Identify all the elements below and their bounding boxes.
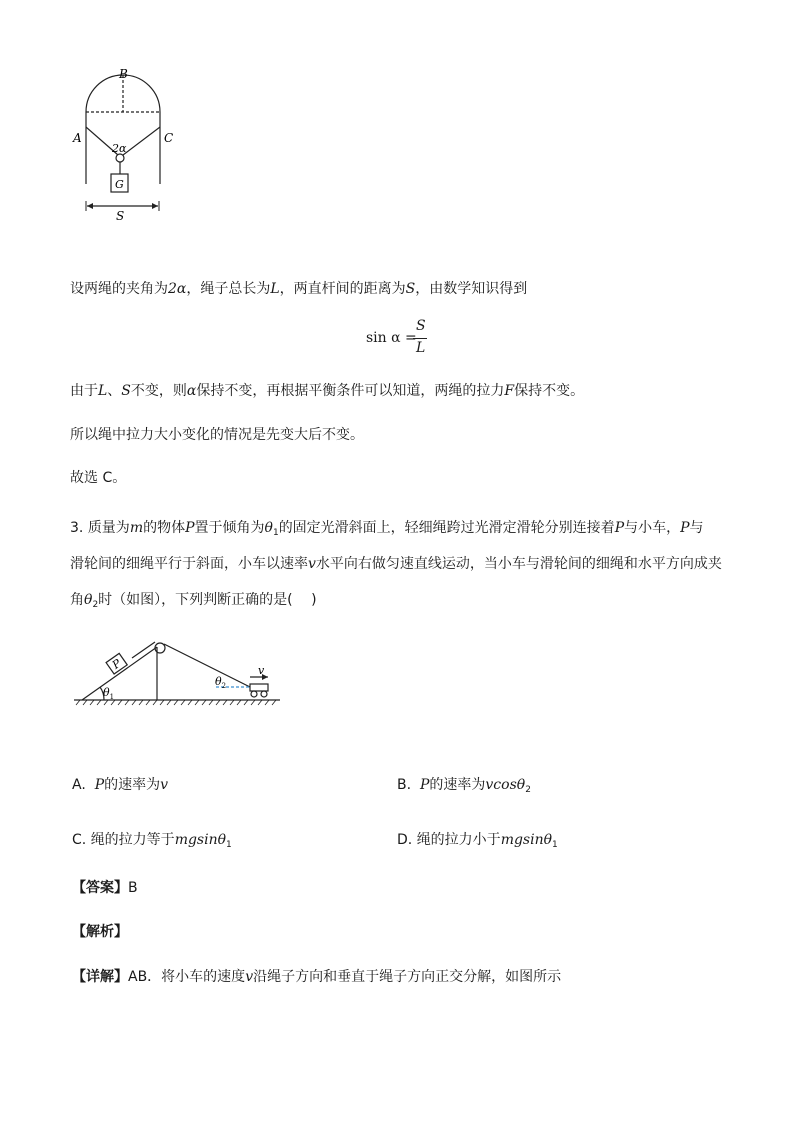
answer-value: B (128, 880, 138, 896)
option-A[interactable]: A. P的速率为v (72, 777, 169, 793)
label-P: P (109, 656, 124, 672)
formula-lhs: sin α = (366, 330, 417, 346)
label-theta2: $\theta_2$ (215, 675, 227, 690)
option-B[interactable]: B. P的速率为vcosθ$_2$ (397, 777, 531, 795)
formula-numerator: S (416, 318, 426, 334)
cart-wheel-left (251, 691, 257, 697)
paragraph-setup: 设两绳的夹角为2α，绳子总长为L，两直杆间的距离为S，由数学知识得到 (70, 281, 528, 297)
arrow-right-head (152, 203, 158, 209)
rope-to-cart (164, 644, 250, 687)
answer-line (72, 877, 138, 897)
label-C: C (164, 131, 174, 145)
paragraph-conclusion: 所以绳中拉力大小变化的情况是先变大后不变。 (70, 427, 364, 443)
label-G: G (115, 178, 124, 191)
rope-to-block (132, 642, 155, 658)
option-D[interactable]: D. 绳的拉力小于mgsinθ$_1$ (397, 832, 558, 850)
label-v: v (258, 664, 265, 677)
question-3-line-3: 角$\theta_2$时（如图），下列判断正确的是( ) (70, 592, 317, 610)
cart-body (250, 684, 268, 691)
fraction-bar (413, 338, 427, 339)
label-angle: 2α (112, 142, 127, 155)
question-3-line-2: 滑轮间的细绳平行于斜面，小车以速率v水平向右做匀速直线运动，当小车与滑轮间的细绳和水平方向成夹 (70, 556, 722, 572)
question-3-line-1: 3. 质量为m的物体P置于倾角为$\theta_1$的固定光滑斜面上，轻细绳跨过光滑定滑轮分别连接着P与小车，P与 (70, 520, 704, 538)
paragraph-reasoning: 由于L、S不变，则α保持不变，再根据平衡条件可以知道，两绳的拉力F保持不变。 (70, 383, 585, 399)
arrow-left-head (87, 203, 93, 209)
paragraph-choice: 故选 C。 (70, 470, 127, 486)
formula-denominator: L (416, 340, 426, 356)
option-C[interactable]: C. 绳的拉力等于mgsinθ$_1$ (72, 832, 232, 850)
analysis-tag: 【解析】 (72, 924, 128, 940)
detail-tag: 【详解】 (72, 969, 128, 985)
label-A: A (73, 131, 82, 145)
figure-incline-cart (70, 630, 290, 715)
ground-hatching (76, 700, 276, 705)
answer-tag: 【答案】 (72, 880, 128, 896)
right-rope (123, 127, 160, 155)
analysis-line (72, 921, 128, 941)
cart-wheel-right (261, 691, 267, 697)
label-B: B (119, 67, 128, 81)
label-theta1: $\theta_1$ (103, 686, 115, 701)
figure-arch-pulley (68, 62, 188, 222)
detail-line: 【详解】AB．将小车的速度v沿绳子方向和垂直于绳子方向正交分解，如图所示 (72, 969, 562, 985)
label-S: S (116, 209, 125, 222)
pulley (116, 154, 124, 162)
